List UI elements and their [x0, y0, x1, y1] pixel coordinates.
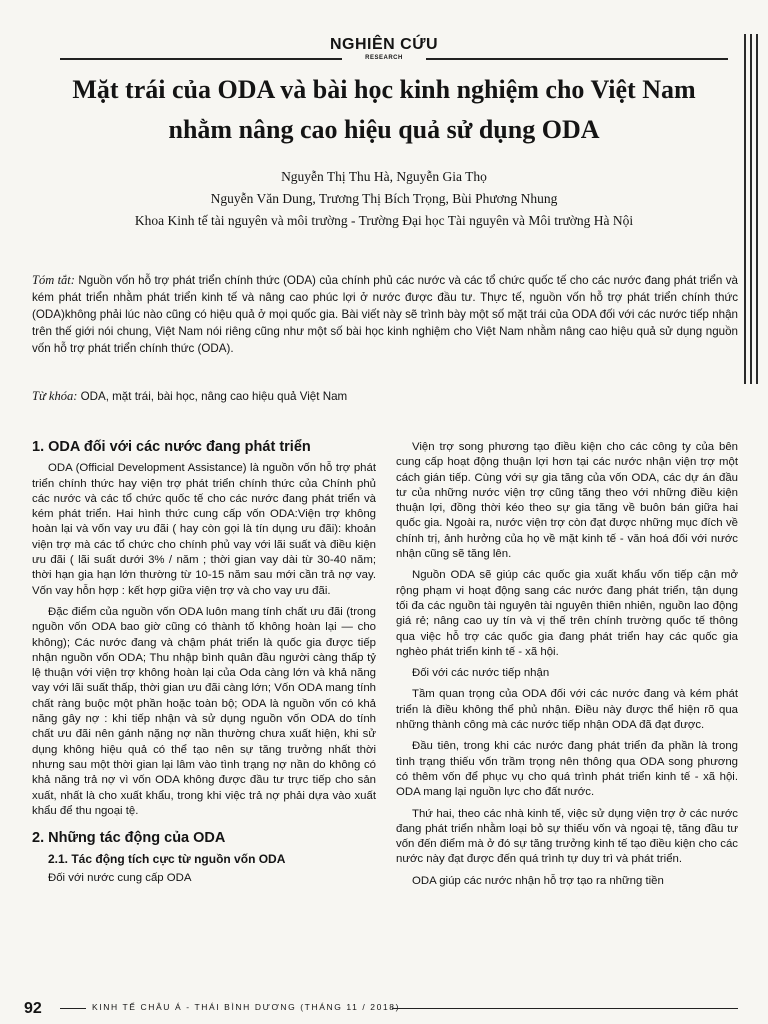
- authors-line-2: Nguyễn Văn Dung, Trương Thị Bích Trọng, Bùi Phương Nhung: [210, 191, 558, 206]
- footer-rule-left: [60, 1008, 86, 1009]
- title-line-2: nhằm nâng cao hiệu quả sử dụng ODA: [168, 115, 600, 145]
- abstract: [32, 272, 738, 357]
- title-line-1: Mặt trái của ODA và bài học kinh nghiệm cho Việt Nam: [72, 75, 696, 104]
- header-rule-left: [60, 58, 342, 60]
- journal-name: KINH TẾ CHÂU Á - THÁI BÌNH DƯƠNG (THÁNG 11 / 2018): [92, 1002, 401, 1012]
- abstract-label: Tóm tắt:: [32, 273, 75, 287]
- abstract-text: Nguồn vốn hỗ trợ phát triển chính thức (ODA) của chính phủ các nước và các tổ chức quốc tế cho các nước đang phát triển và kém phát triển nhằm phát triển kinh tế và nâng cao phúc lợi ở nước được đầu tư. Thực tế, nguồn vốn hỗ trợ phát triển chính thức (ODA)không phải lúc nào cũng có hiệu quả ở mọi quốc gia. Bài viết này sẽ trình bày một số mặt trái của ODA đối với các nước tiếp nhận trên thế giới nói chung, Việt Nam nói riêng cũng như một số bài học kinh nghiệm cho Việt Nam nhằm nâng cao hiệu quả sử dụng nguồn vốn hỗ trợ phát triển chính thức (ODA).: [32, 274, 738, 355]
- paragraph: Đối với nước cung cấp ODA: [48, 871, 192, 884]
- article-title: [20, 70, 748, 151]
- keywords: [32, 388, 738, 405]
- paragraph: Tầm quan trọng của ODA đối với các nước đang và kém phát triển là điều không thể phủ nhận. Điều này được thể hiện rõ qua những thành công mà các nước tiếp nhận ODA đã đạt được.: [396, 688, 738, 732]
- paragraph: Đối với các nước tiếp nhận: [412, 667, 550, 680]
- heading-2: 2. Những tác động của ODA: [32, 830, 226, 847]
- paragraph: ODA giúp các nước nhận hỗ trợ tạo ra những tiền: [412, 874, 664, 887]
- margin-bar-3: [756, 34, 758, 384]
- paragraph: Viện trợ song phương tạo điều kiện cho các công ty của bên cung cấp hoạt động thuận lợi hơn tại các nước nhận viện trợ một cách gián tiếp. Cùng với sự gia tăng của vốn ODA, các dự án đầu tư của những nước viện trợ cũng tăng theo với những điều kiện thuận lợi, đồng thời kéo theo sự gia tăng về buôn bán giữa hai quốc gia. Ngoài ra, nước viện trợ còn đạt được những mục đích về chính trị, ảnh hưởng của họ về mặt kinh tế - văn hoá đối với nước nhận cũng sẽ tăng lên.: [396, 441, 738, 561]
- paragraph: Đầu tiên, trong khi các nước đang phát triển đa phần là trong tình trạng thiếu vốn trầm trọng nên thông qua ODA song phương có thêm vốn để phục vụ cho quá trình phát triển kinh tế - xã hội. ODA mang lại nguồn lực cho đất nước.: [396, 740, 738, 799]
- keywords-label: Từ khóa:: [32, 389, 78, 403]
- paragraph: Nguồn ODA sẽ giúp các quốc gia xuất khẩu vốn tiếp cận mở rộng phạm vi hoạt động sang các nước đang phát triển, tận dụng tối đa các nguồn tài nguyên tài nguyên thiên nhiên, nguồn lao động giá rẻ; nâng cao uy tín và vị thế trên chính trường quốc tế thông qua việc hỗ trợ các quốc gia đang phát triển hay các quốc gia nghèo phát triển kinh tế - xã hội.: [396, 569, 738, 658]
- header-rule-right: [426, 58, 728, 60]
- keywords-text: ODA, mặt trái, bài học, nâng cao hiệu quả Việt Nam: [77, 390, 348, 403]
- heading-1: 1. ODA đối với các nước đang phát triển: [32, 439, 311, 455]
- footer-rule-right: [392, 1008, 738, 1009]
- paragraph: Đặc điểm của nguồn vốn ODA luôn mang tính chất ưu đãi (trong nguồn vốn ODA bao giờ cũng có thành tố không hoàn lại — cho không); Các nước đang và chậm phát triển là quốc gia được tiếp nhận nguồn vốn ODA; Thu nhập bình quân đầu người càng thấp tỷ lệ thuận với viện trợ không hoàn lại của Oda càng lớn và khả năng vay với lãi suất thấp, thời gian ưu đãi càng lớn; Vốn ODA mang tính chất ràng buộc một phần hoặc toàn bộ; ODA là nguồn vốn có khả năng gây nợ : khi tiếp nhận và sử dụng nguồn vốn ODA do tính chất ưu đãi nên gánh nặng nợ nần thường chưa xuất hiện, khi sử dụng không hiệu quả có thể tạo nên sự tăng trưởng nhất thời nhưng sau một thời gian lại lâm vào tình trạng nợ nần do không có khả năng trả nợ vì vốn ODA không được đầu tư trực tiếp cho sản xuất, nhất là cho xuất khẩu, trong khi việc trả nợ phải dựa vào xuất khẩu để thu ngoại tệ.: [32, 605, 376, 817]
- margin-bar-2: [750, 34, 752, 384]
- column-left: [32, 440, 376, 892]
- authors-line-1: Nguyễn Thị Thu Hà, Nguyễn Gia Thọ: [281, 169, 487, 184]
- page-number: 92: [24, 1000, 42, 1017]
- heading-2-1: 2.1. Tác động tích cực từ nguồn vốn ODA: [48, 852, 286, 867]
- paragraph: ODA (Official Development Assistance) là nguồn vốn hỗ trợ phát triển chính thức hay viện trợ phát triển chính thức của Chính phủ các nước và các tổ chức quốc tế cho các nước đang phát triển và kém phát triển. Hai hình thức cung cấp vốn ODA:Viện trợ không hoàn lại và vốn vay ưu đãi ( hay còn gọi là tín dụng ưu đãi): khoản viện trợ mà các tổ chức cho chính phủ vay với lãi suất và điều kiện ưu đãi ( lãi suất dưới 3% / năm ; thời gian vay dài từ 30-40 năm; thời hạn gia hạn lớn thường từ 10-15 năm sau mới cần trả nợ vay. Vốn vay hỗn hợp : kết hợp giữa viện trợ và cho vay ưu đãi.: [32, 462, 376, 597]
- affiliation: Khoa Kinh tế tài nguyên và môi trường - Trường Đại học Tài nguyên và Môi trường Hà Nội: [134, 213, 634, 228]
- column-right: [396, 440, 738, 895]
- authors: [40, 166, 728, 210]
- paragraph: Thứ hai, theo các nhà kinh tế, việc sử dụng viện trợ ở các nước đang phát triển nhằm loại bỏ sự thiếu vốn và ngoại tệ, tăng đầu tư vốn đến điểm mà ở đó sự tăng trưởng kinh tế tạo điều kiện cho các nước này đạt được đến quá trình tự duy trì và phát triển.: [396, 807, 738, 866]
- section-tag: NGHIÊN CỨU: [329, 36, 439, 53]
- section-subtag: RESEARCH: [365, 55, 403, 61]
